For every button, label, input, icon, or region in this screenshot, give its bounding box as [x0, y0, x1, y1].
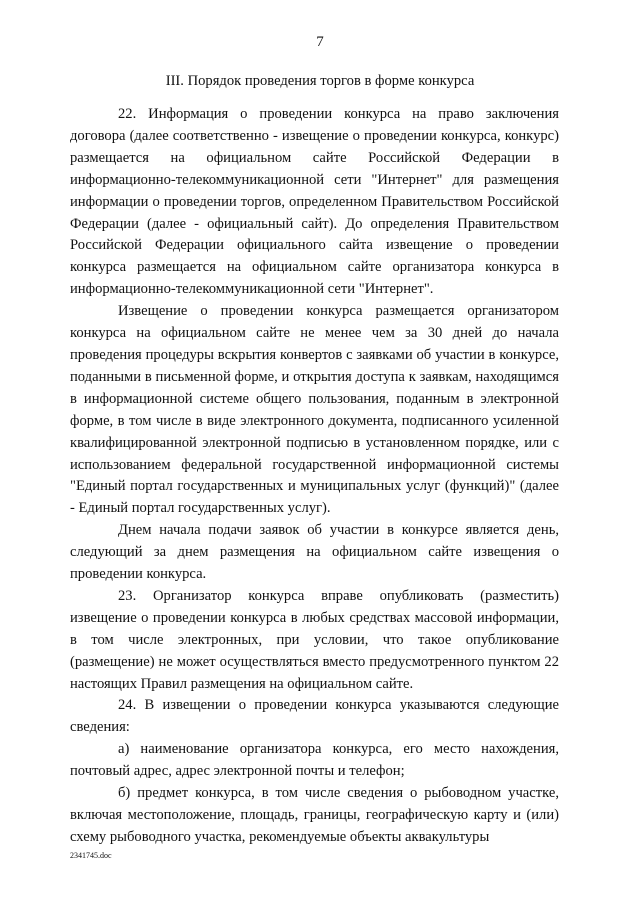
- section-heading: III. Порядок проведения торгов в форме конкурса: [165, 73, 475, 89]
- paragraph-22: 22. Информация о проведении конкурса на право заключения договора (далее соответственно - извещение о проведении конкурса, конкурс) размещается на официальном сайте Российской Федерации в информационно-телекоммуникационной сети "Интернет" для размещения информации о проведении торгов, определенном Правительством Российской Федерации (далее - официальный сайт). До определения Правительством Российской Федерации официального сайта извещение о проведении конкурса размещается на официальном сайте организатора конкурса в информационно-телекоммуникационной сети "Интернет".: [70, 106, 559, 298]
- document-body: [70, 104, 559, 849]
- paragraph-notice-timing: Извещение о проведении конкурса размещается организатором конкурса на официальном сайте не менее чем за 30 дней до начала проведения процедуры вскрытия конвертов с заявками об участии в конкурсе, поданными в письменной форме, и открытия доступа к заявкам, находящимся в информационной системе общего пользования, поданным в электронной форме, в том числе в виде электронного документа, подписанного усиленной квалифицированной электронной подписью в установленном порядке, или с использованием федеральной государственной информационной системы "Единый портал государственных и муниципальных услуг (функций)" (далее - Единый портал государственных услуг).: [70, 303, 559, 517]
- paragraph-24-b: б) предмет конкурса, в том числе сведения о рыбоводном участке, включая местоположение, площадь, границы, географическую карту и (или) схему рыбоводного участка, рекомендуемые объекты аквакультуры: [70, 785, 559, 845]
- paragraph-application-start: Днем начала подачи заявок об участии в конкурсе является день, следующий за днем размещения на официальном сайте извещения о проведении конкурса.: [70, 522, 559, 583]
- paragraph-24-a: а) наименование организатора конкурса, его место нахождения, почтовый адрес, адрес электронной почты и телефон;: [70, 741, 559, 780]
- footer-file-name: 2341745.doc: [70, 851, 112, 860]
- paragraph-24: 24. В извещении о проведении конкурса указываются следующие сведения:: [70, 697, 559, 736]
- paragraph-23: 23. Организатор конкурса вправе опубликовать (разместить) извещение о проведении конкурса в любых средствах массовой информации, в том числе электронных, при условии, что такое опубликование (размещение) не может осуществляться вместо предусмотренного пунктом 22 настоящих Правил размещения на официальном сайте.: [70, 587, 559, 692]
- page-number: 7: [316, 34, 324, 50]
